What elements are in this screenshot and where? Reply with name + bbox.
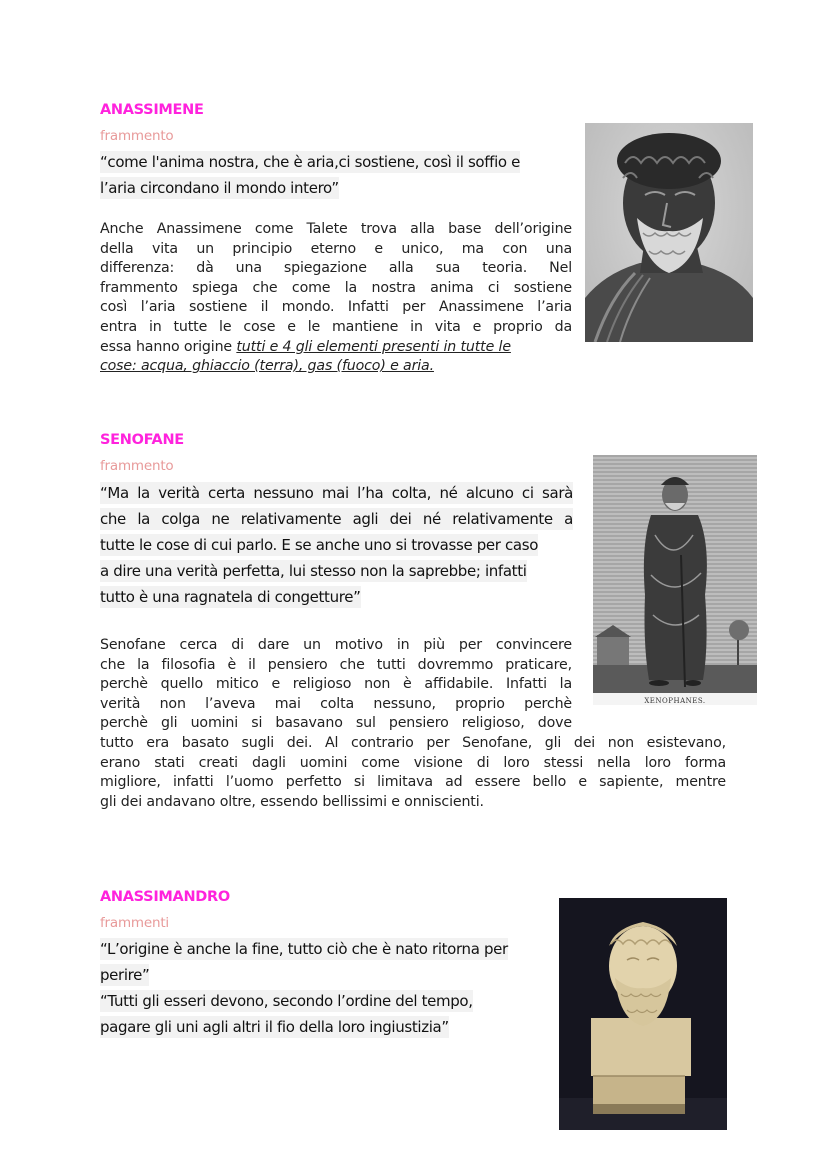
emphasized-text: tutti e 4 gli elementi presenti in tutte le	[236, 338, 511, 355]
quote-line: l’aria circondano il mondo intero”	[100, 179, 339, 197]
body-line: verità non l’aveva mai colta nessuno, proprio perchè	[100, 695, 572, 712]
quote-line: a dire una verità perfetta, lui stesso non la saprebbe; infatti	[100, 562, 527, 580]
quote-line: “Tutti gli esseri devono, secondo l’ordine del tempo,	[100, 992, 473, 1010]
body-line: differenza: dà una spiegazione alla sua teoria. Nel	[100, 260, 572, 277]
body-line: Anche Anassimene come Talete trova alla base dell’origine	[100, 221, 572, 237]
fragment-quote	[100, 149, 520, 201]
body-line: della vita un principio eterno e unico, ma con una	[100, 240, 572, 257]
anassimandro-bust-image	[559, 898, 727, 1130]
quote-line: perire”	[100, 966, 150, 984]
section-subtitle: frammento	[100, 128, 174, 144]
quote-line: “come l'anima nostra, che è aria,ci sostiene, così il soffio e	[100, 153, 521, 171]
fragment-quote	[100, 480, 573, 610]
marble-bust-illustration	[559, 898, 727, 1130]
bust-illustration	[585, 123, 753, 342]
body-line: frammento spiega che come la nostra anima ci sostiene	[100, 279, 572, 296]
body-line: erano stati creati dagli uomini come visione di loro stessi nella loro forma	[100, 754, 726, 771]
senofane-engraving-image	[593, 455, 757, 705]
section-body-text	[100, 219, 572, 376]
quote-line: che la colga ne relativamente agli dei né relativamente a	[100, 510, 573, 528]
quote-line: “L’origine è anche la fine, tutto ciò che è nato ritorna per	[100, 940, 508, 958]
body-line: essa hanno origine tutti e 4 gli elementi presenti in tutte le	[100, 338, 511, 355]
body-line: gli dei andavano oltre, essendo bellissimi e onniscienti.	[100, 793, 484, 810]
emphasized-text: cose: acqua, ghiaccio (terra), gas (fuoco) e aria.	[100, 358, 434, 375]
quote-line: tutte le cose di cui parlo. E se anche uno si trovasse per caso	[100, 536, 539, 554]
quote-line: “Ma la verità certa nessuno mai l’ha colta, né alcuno ci sarà	[100, 484, 573, 502]
body-line: perchè quello mitico e religioso non è affidabile. Infatti la	[100, 676, 572, 693]
body-line: che la filosofia è il pensiero che tutti dovremmo praticare,	[100, 656, 572, 673]
body-line: Senofane cerca di dare un motivo in più per convincere	[100, 637, 572, 653]
body-line: entra in tutte le cose e le mantiene in vita e proprio da	[100, 318, 572, 335]
section-title: ANASSIMANDRO	[100, 889, 230, 905]
fragment-quote	[100, 936, 508, 1040]
image-caption: XENOPHANES.	[644, 697, 706, 705]
quote-line: pagare gli uni agli altri il fio della loro ingiustizia”	[100, 1018, 449, 1036]
engraving-illustration	[593, 455, 757, 705]
body-line: perchè gli uomini si basavano sul pensiero religioso, dove	[100, 715, 572, 732]
body-line: migliore, infatti l’uomo perfetto si limitava ad essere bello e sapiente, mentre	[100, 774, 726, 791]
body-line: tutto era basato sugli dei. Al contrario per Senofane, gli dei non esistevano,	[100, 734, 726, 751]
section-subtitle: frammento	[100, 458, 174, 474]
anassimene-bust-image	[585, 123, 753, 342]
body-line	[100, 356, 572, 376]
section-title: SENOFANE	[100, 432, 184, 448]
section-title: ANASSIMENE	[100, 102, 204, 118]
section-subtitle: frammenti	[100, 915, 169, 931]
quote-line: tutto è una ragnatela di congetture”	[100, 588, 361, 606]
body-line: così l’aria sostiene il mondo. Infatti per Anassimene l’aria	[100, 299, 572, 316]
